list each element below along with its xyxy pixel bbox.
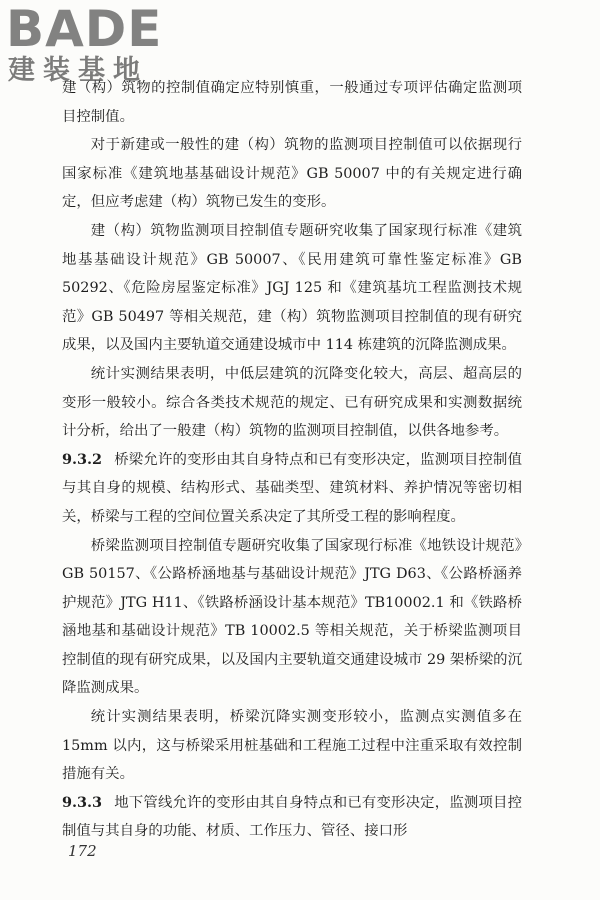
paragraph: [62, 703, 522, 789]
clause-number: 9.3.3: [62, 793, 103, 811]
watermark-logo: [6, 0, 174, 90]
paragraph-text: 统计实测结果表明，桥梁沉降实测变形较小，监测点实测值多在 15mm 以内，这与桥梁采用桩基础和工程施工过程中注重采取有效控制措施有关。: [62, 709, 522, 783]
clause-paragraph: [62, 789, 522, 846]
paragraph-text: 建（构）筑物监测项目控制值专题研究收集了国家现行标准《建筑地基基础设计规范》GB 50007、《民用建筑可靠性鉴定标准》GB 50292、《危险房屋鉴定标准》JGJ 125 和《建筑基坑工程监测技术规范》GB 50497 等相关规范，建（构）筑物监测项目控制值的现有研究成果，以及国内主要轨道交通建设城市中 114 栋建筑的沉降监测成果。: [62, 222, 522, 354]
paragraph-text: 统计实测结果表明，中低层建筑的沉降变化较大，高层、超高层的变形一般较小。综合各类技术规范的规定、已有研究成果和实测数据统计分析，给出了一般建（构）筑物的监测项目控制值，以供各地参考。: [62, 365, 522, 440]
paragraph-text: 桥梁监测项目控制值专题研究收集了国家现行标准《地铁设计规范》GB 50157、《公路桥涵地基与基础设计规范》JTG D63、《公路桥涵养护规范》JTG H11、《铁路桥涵设计基本规范》TB10002.1 和《铁路桥涵地基和基础设计规范》TB 10002.5 等相关规范，关于桥梁监测项目控制值的现有研究成果，以及国内主要轨道交通建设城市 29 架桥梁的沉降监测成果。: [62, 537, 522, 697]
clause-number: 9.3.2: [62, 450, 103, 468]
paragraph: [62, 217, 522, 360]
paragraph-text: 对于新建或一般性的建（构）筑物的监测项目控制值可以依据现行国家标准《建筑地基基础设计规范》GB 50007 中的有关规定进行确定，但应考虑建（构）筑物已发生的变形。: [62, 137, 522, 211]
watermark-brand: BADE: [6, 0, 163, 58]
paragraph-text: 建（构）筑物的控制值确定应特别慎重，一般通过专项评估确定监测项目控制值。: [62, 80, 522, 125]
page-body: [62, 74, 522, 846]
watermark-subtitle: 建装基地: [8, 55, 148, 86]
paragraph-text: 地下管线允许的变形由其自身特点和已有变形决定，监测项目控制值与其自身的功能、材质、工作压力、管径、接口形: [62, 794, 522, 840]
paragraph: [62, 532, 522, 704]
paragraph: [62, 360, 522, 446]
clause-paragraph: [62, 446, 522, 532]
paragraph-text: 桥梁允许的变形由其自身特点和已有变形决定，监测项目控制值与其自身的规模、结构形式、基础类型、建筑材料、养护情况等密切相关，桥梁与工程的空间位置关系决定了其所受工程的影响程度。: [62, 451, 522, 525]
page-number: 172: [68, 842, 97, 860]
paragraph: [62, 131, 522, 217]
